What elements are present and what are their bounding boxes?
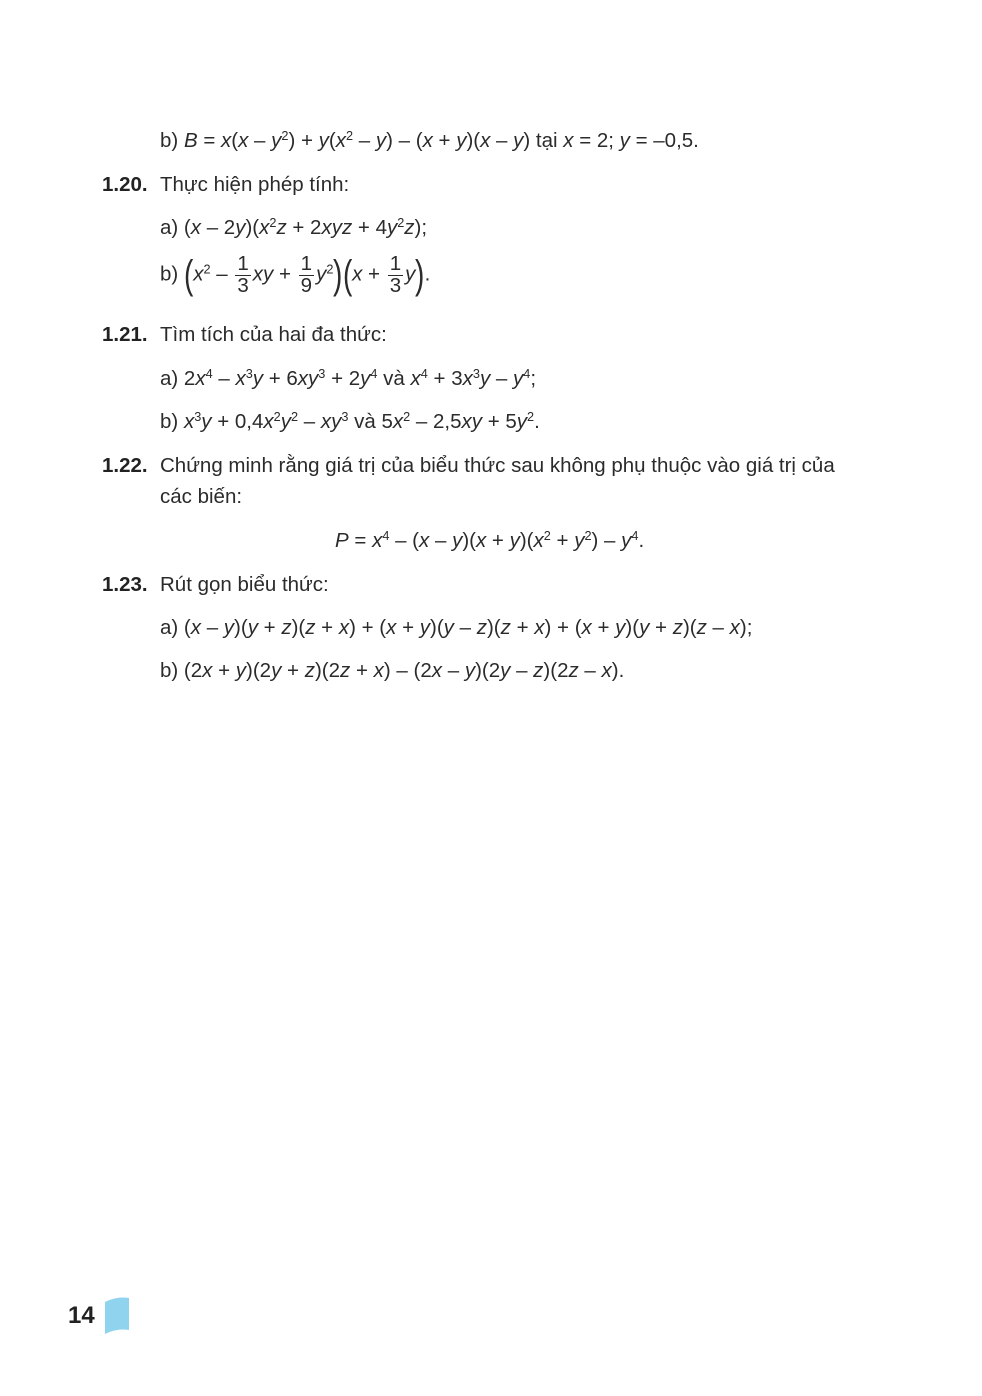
exercise-1-21-part-a: a) $2x^4 - x^3y + 6xy^3 + 2y^4$ và $x^4 + 3x^3y - y^4$;	[160, 366, 537, 390]
exercise-1-20-part-b: b) ($x^2$ – $\frac{1}{3}$ xy + $\frac{1}{9}$ $y^2)(x$ + $\frac{1}{3}$ y).	[160, 252, 431, 297]
exercise-prompt: Rút gọn biểu thức:	[160, 573, 329, 596]
exercise-number: 1.21.	[102, 323, 148, 346]
exercise-1-19-part-b: b) $B = x(x - y^2) + y(x^2 - y) - (x + y)(x - y)$ tại x = 2; y = –0,5.	[160, 128, 699, 152]
exercise-prompt-continued: các biến:	[160, 485, 243, 508]
page-number: 14	[68, 1302, 95, 1329]
page-tab-decoration	[103, 1296, 131, 1336]
exercise-1-21-part-b: b) $x^3y + 0,4x^2y^2 - xy^3$ và $5x^2 - 2,5xy + 5y^2$.	[160, 409, 540, 433]
exercise-prompt: Thực hiện phép tính:	[160, 173, 350, 196]
exercise-number: 1.23.	[102, 573, 148, 596]
exercise-1-20-part-a: a) $(x - 2y)(x^2z + 2xyz + 4y^2z)$;	[160, 215, 428, 239]
exercise-number: 1.20.	[102, 173, 148, 196]
exercise-number: 1.22.	[102, 454, 148, 477]
exercise-prompt: Tìm tích của hai đa thức:	[160, 323, 387, 346]
exercise-prompt: Chứng minh rằng giá trị của biểu thức sau không phụ thuộc vào giá trị của	[160, 454, 835, 477]
formula-p: $P = x^4 - (x - y)(x + y)(x^2 + y^2) - y^4$.	[335, 528, 645, 552]
exercise-1-23-part-a: a) (x – y)(y + z)(z + x) + (x + y)(y – z)(z + x) + (x + y)(y + z)(z – x);	[160, 616, 753, 639]
exercise-1-23-part-b: b) (2x + y)(2y + z)(2z + x) – (2x – y)(2y – z)(2z – x).	[160, 659, 625, 682]
